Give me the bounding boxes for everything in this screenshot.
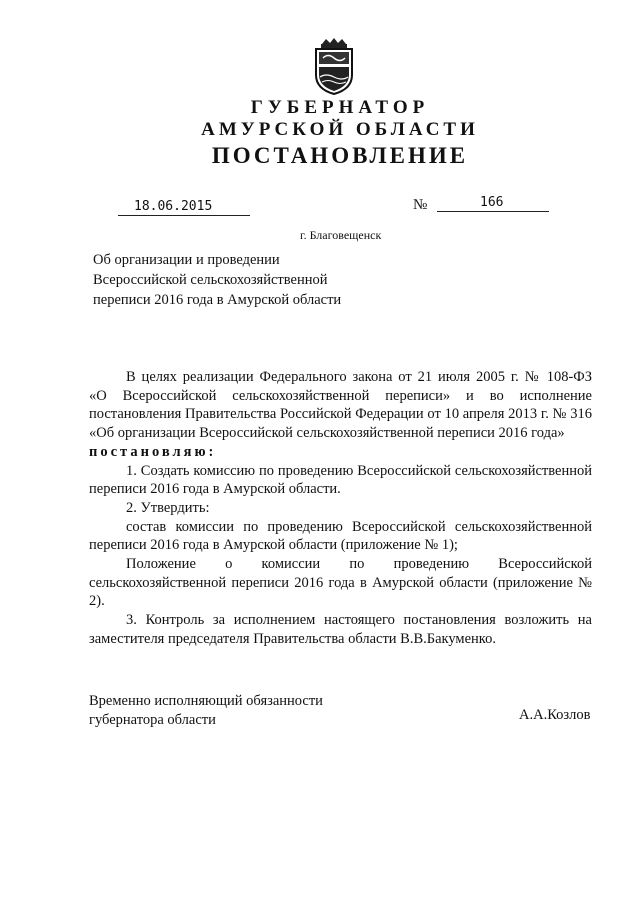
issuer-title: ГУБЕРНАТОР xyxy=(250,97,430,118)
issuer-region: АМУРСКОЙ ОБЛАСТИ xyxy=(201,119,479,140)
position-line-1: Временно исполняющий обязанности xyxy=(89,693,323,709)
coat-of-arms-emblem xyxy=(310,37,358,95)
subject-line: Об организации и проведении xyxy=(93,252,280,268)
document-subject xyxy=(93,250,341,310)
signatory-position xyxy=(89,692,323,730)
decree-word: постановляю: xyxy=(89,443,217,460)
preamble-line-1: В целях реализации Федерального закона от 21 июля 2005 г. № 108-ФЗ xyxy=(126,369,592,385)
clause-3: 3. Контроль за исполнением настоящего постановления возложить на заместителя председателя Правительства области В.В.Бакуменко. xyxy=(89,612,592,647)
preamble-text: «О Всероссийской сельскохозяйственной переписи» и во исполнение постановления Правительства Российской Федерации от 10 апреля 2013 г. № 316 «Об организации Всероссийской сельскохозяйственной переписи 2016 года» xyxy=(89,387,592,442)
signatory-name: А.А.Козлов xyxy=(519,707,591,723)
number-sign: № xyxy=(413,197,428,213)
position-line-2: губернатора области xyxy=(89,712,216,728)
clause-2: 2. Утвердить: xyxy=(126,499,210,516)
clause-1: 1. Создать комиссию по проведению Всероссийской сельскохозяйственной переписи 2016 года в Амурской области. xyxy=(89,462,592,498)
clause-2-item-2: Положение о комиссии по проведению Всероссийской сельскохозяйственной переписи 2016 года в Амурской области (приложение № 2). xyxy=(89,556,592,610)
document-type-title: ПОСТАНОВЛЕНИЕ xyxy=(211,143,469,168)
city-label: г. Благовещенск xyxy=(300,228,382,242)
subject-line: Всероссийской сельскохозяйственной xyxy=(93,272,328,288)
subject-line: переписи 2016 года в Амурской области xyxy=(93,292,342,308)
document-date: 18.06.2015 xyxy=(118,199,250,216)
clause-2-item-1: состав комиссии по проведению Всероссийской сельскохозяйственной переписи 2016 года в Амурской области (приложение № 1); xyxy=(89,518,592,554)
document-number: 166 xyxy=(437,195,549,212)
document-body xyxy=(89,368,592,649)
